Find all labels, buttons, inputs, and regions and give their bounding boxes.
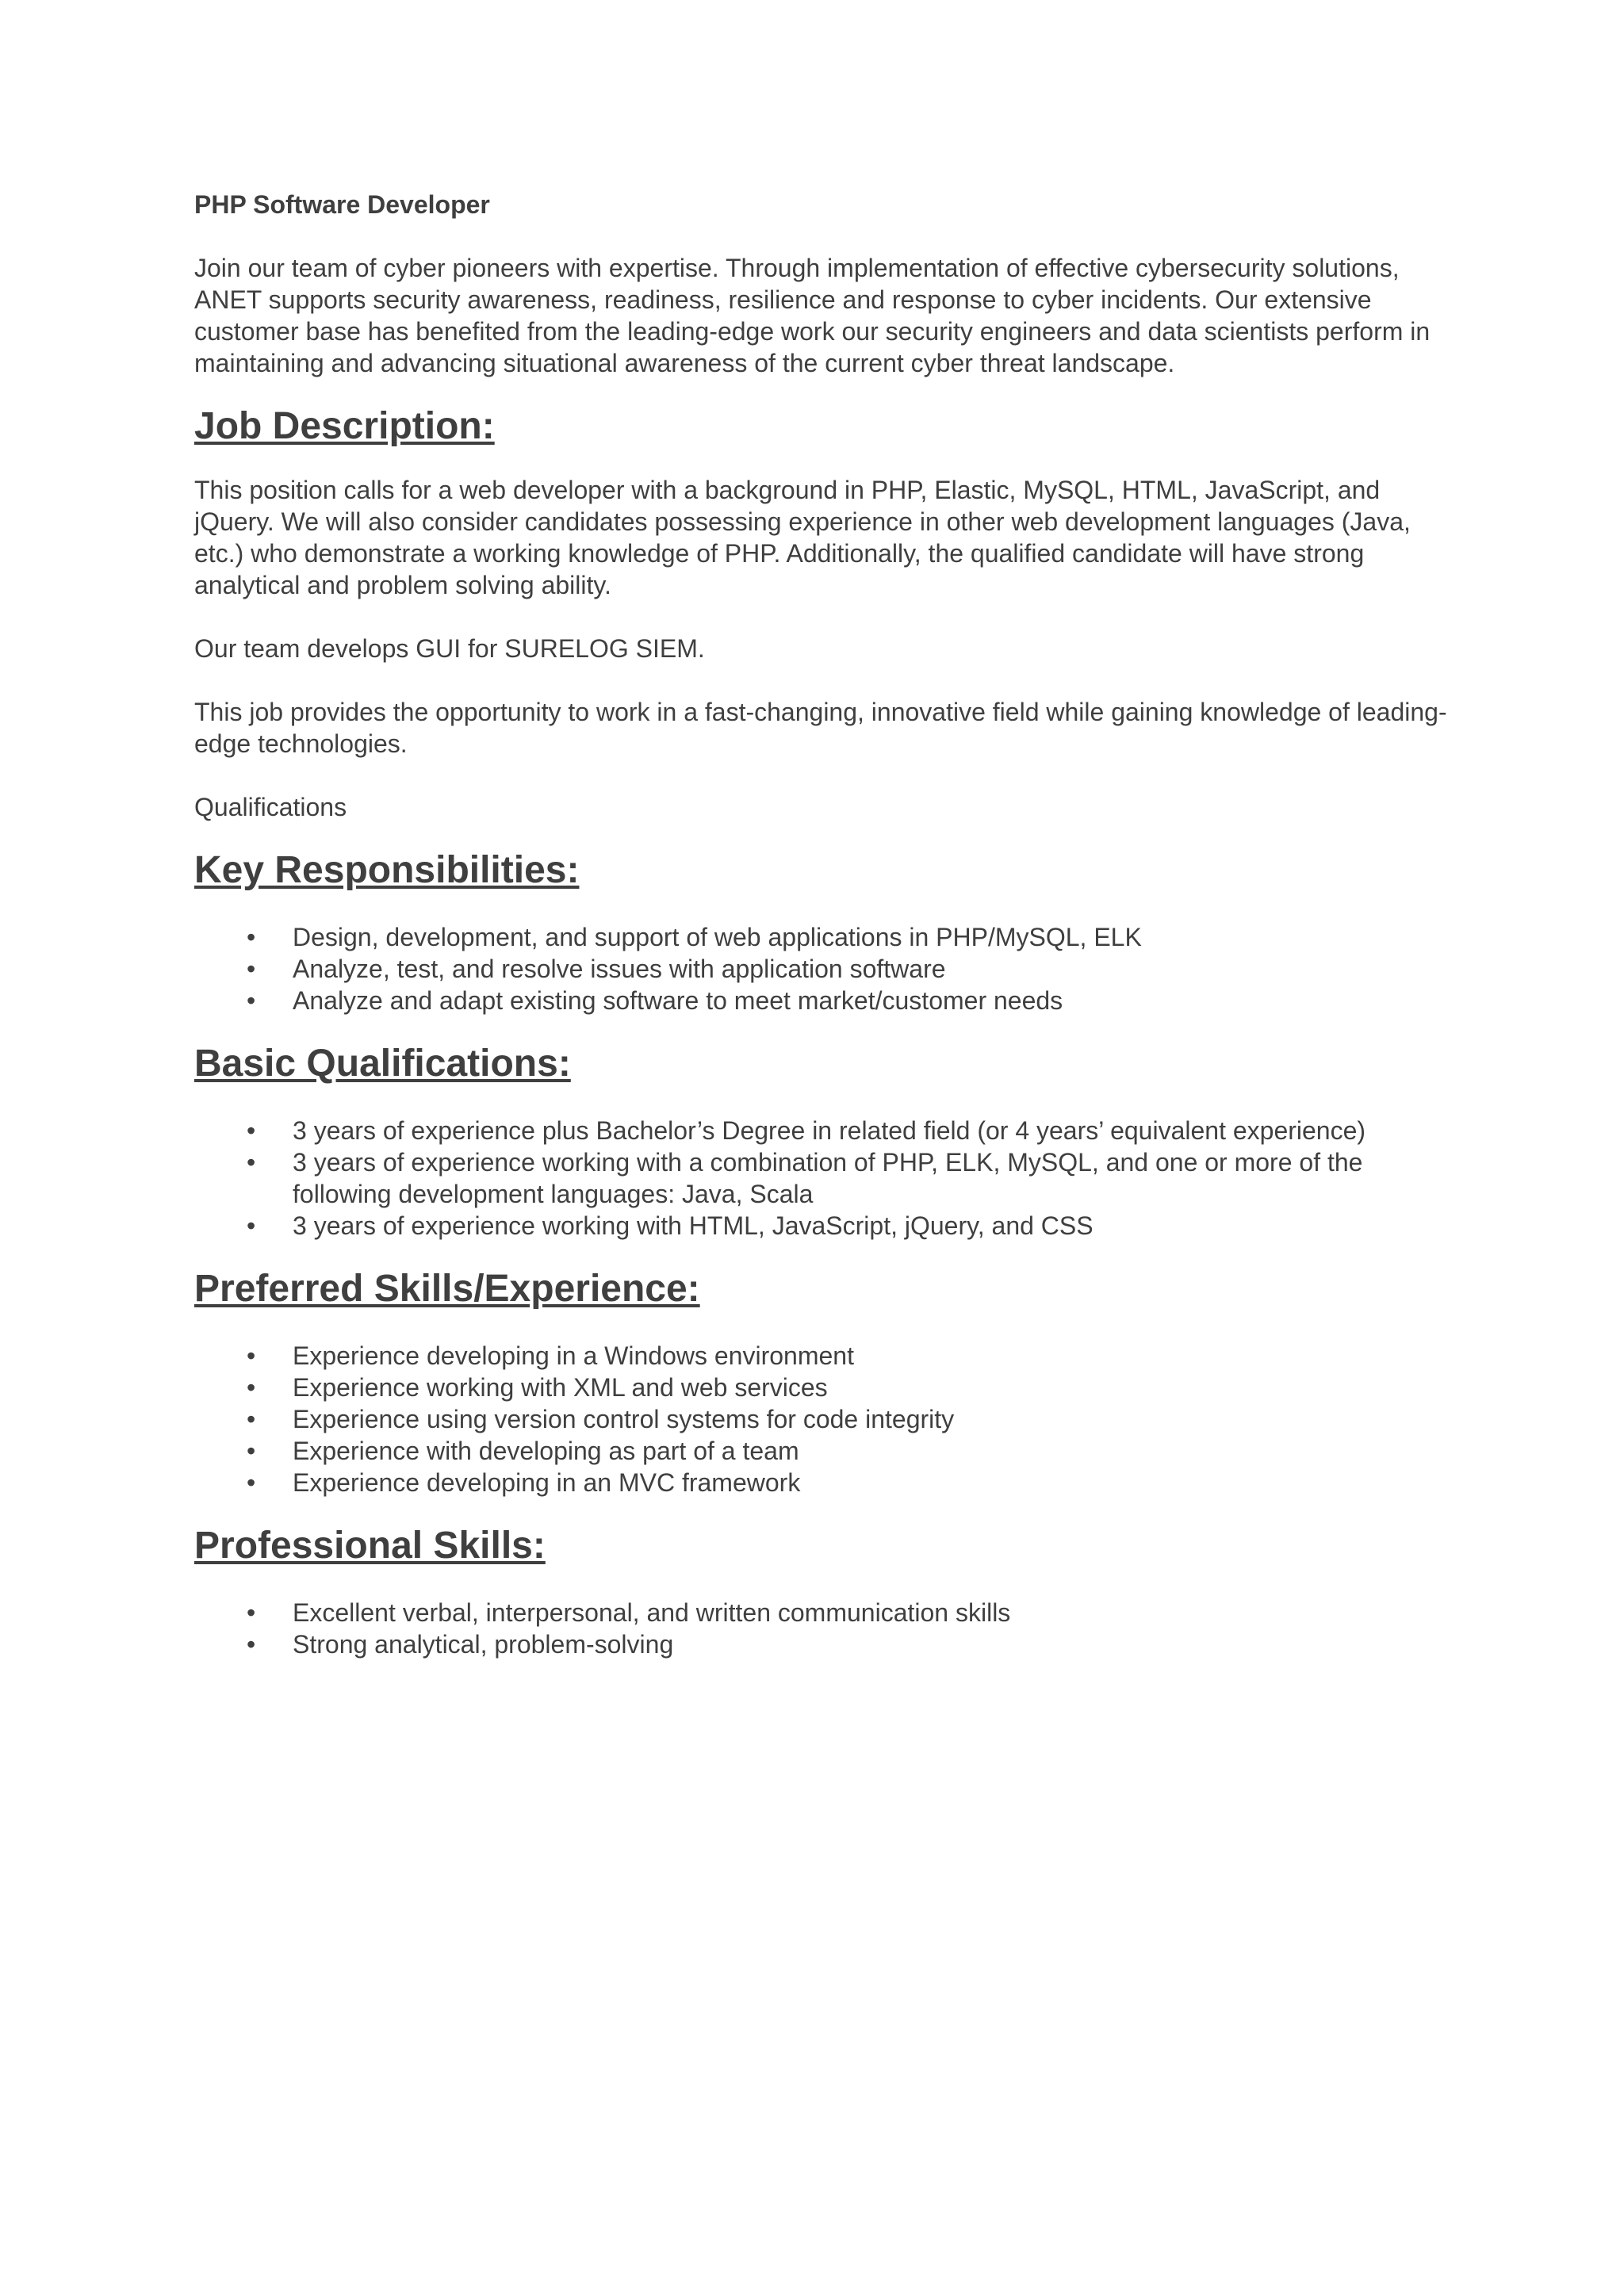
job-title: PHP Software Developer <box>194 190 490 219</box>
bullet-icon: • <box>247 955 256 983</box>
bullet-icon: • <box>247 1405 256 1433</box>
bullet-icon: • <box>247 1630 256 1659</box>
job-description-heading: Job Description: <box>194 405 495 447</box>
bullet-icon: • <box>247 1598 256 1627</box>
qualifications-label: Qualifications <box>194 793 347 821</box>
key-responsibilities-heading: Key Responsibilities: <box>194 849 580 891</box>
list-item: • Experience working with XML and web services <box>247 1373 828 1402</box>
list-item: • 3 years of experience working with a combination of PHP, ELK, MySQL, and one or more of the following development languages: Java, Scala <box>247 1148 1363 1208</box>
list-item: • Strong analytical, problem-solving <box>247 1630 674 1659</box>
list-item: • Analyze and adapt existing software to meet market/customer needs <box>247 986 1063 1015</box>
key-responsibilities-list <box>194 921 1447 1016</box>
bullet-icon: • <box>247 1373 256 1402</box>
professional-skills-list <box>194 1597 1447 1660</box>
professional-skills-heading: Professional Skills: <box>194 1525 546 1567</box>
bullet-icon: • <box>247 923 256 951</box>
basic-qualifications-heading: Basic Qualifications: <box>194 1043 571 1085</box>
basic-qualifications-list <box>194 1115 1447 1242</box>
list-item: • Analyze, test, and resolve issues with application software <box>247 955 946 983</box>
bullet-icon: • <box>247 1211 256 1240</box>
bullet-icon: • <box>247 1148 256 1177</box>
job-description-paragraph-2: Our team develops GUI for SURELOG SIEM. <box>194 634 705 663</box>
list-item: • 3 years of experience plus Bachelor’s Degree in related field (or 4 years’ equivalent experience) <box>247 1116 1366 1145</box>
bullet-icon: • <box>247 1341 256 1370</box>
list-item: • Experience with developing as part of a team <box>247 1437 799 1465</box>
bullet-icon: • <box>247 1468 256 1497</box>
intro-paragraph: Join our team of cyber pioneers with expertise. Through implementation of effective cybersecurity solutions, ANET supports security awareness, readiness, resilience and response to cyber incidents. Our extensive customer base has benefited from the leading-edge work our security engineers and data scientists perform in maintaining and advancing situational awareness of the current cyber threat landscape. <box>194 254 1431 377</box>
job-description-paragraph-1: This position calls for a web developer with a background in PHP, Elastic, MySQL, HTML, JavaScript, and jQuery. We will also consider candidates possessing experience in other web development languages (Java, etc.) who demonstrate a working knowledge of PHP. Additionally, the qualified candidate will have strong analytical and problem solving ability. <box>194 476 1411 599</box>
list-item: • Experience developing in an MVC framework <box>247 1468 801 1497</box>
document-body <box>194 189 1447 1660</box>
list-item: • Experience developing in a Windows environment <box>247 1341 854 1370</box>
list-item: • Design, development, and support of web applications in PHP/MySQL, ELK <box>247 923 1142 951</box>
bullet-icon: • <box>247 986 256 1015</box>
job-description-paragraph-3: This job provides the opportunity to work in a fast-changing, innovative field while gaining knowledge of leading-edge technologies. <box>194 698 1447 758</box>
bullet-icon: • <box>247 1437 256 1465</box>
list-item: • Experience using version control systems for code integrity <box>247 1405 955 1433</box>
preferred-skills-list <box>194 1340 1447 1498</box>
list-item: • Excellent verbal, interpersonal, and written communication skills <box>247 1598 1011 1627</box>
preferred-skills-heading: Preferred Skills/Experience: <box>194 1268 700 1310</box>
bullet-icon: • <box>247 1116 256 1145</box>
list-item: • 3 years of experience working with HTML, JavaScript, jQuery, and CSS <box>247 1211 1094 1240</box>
